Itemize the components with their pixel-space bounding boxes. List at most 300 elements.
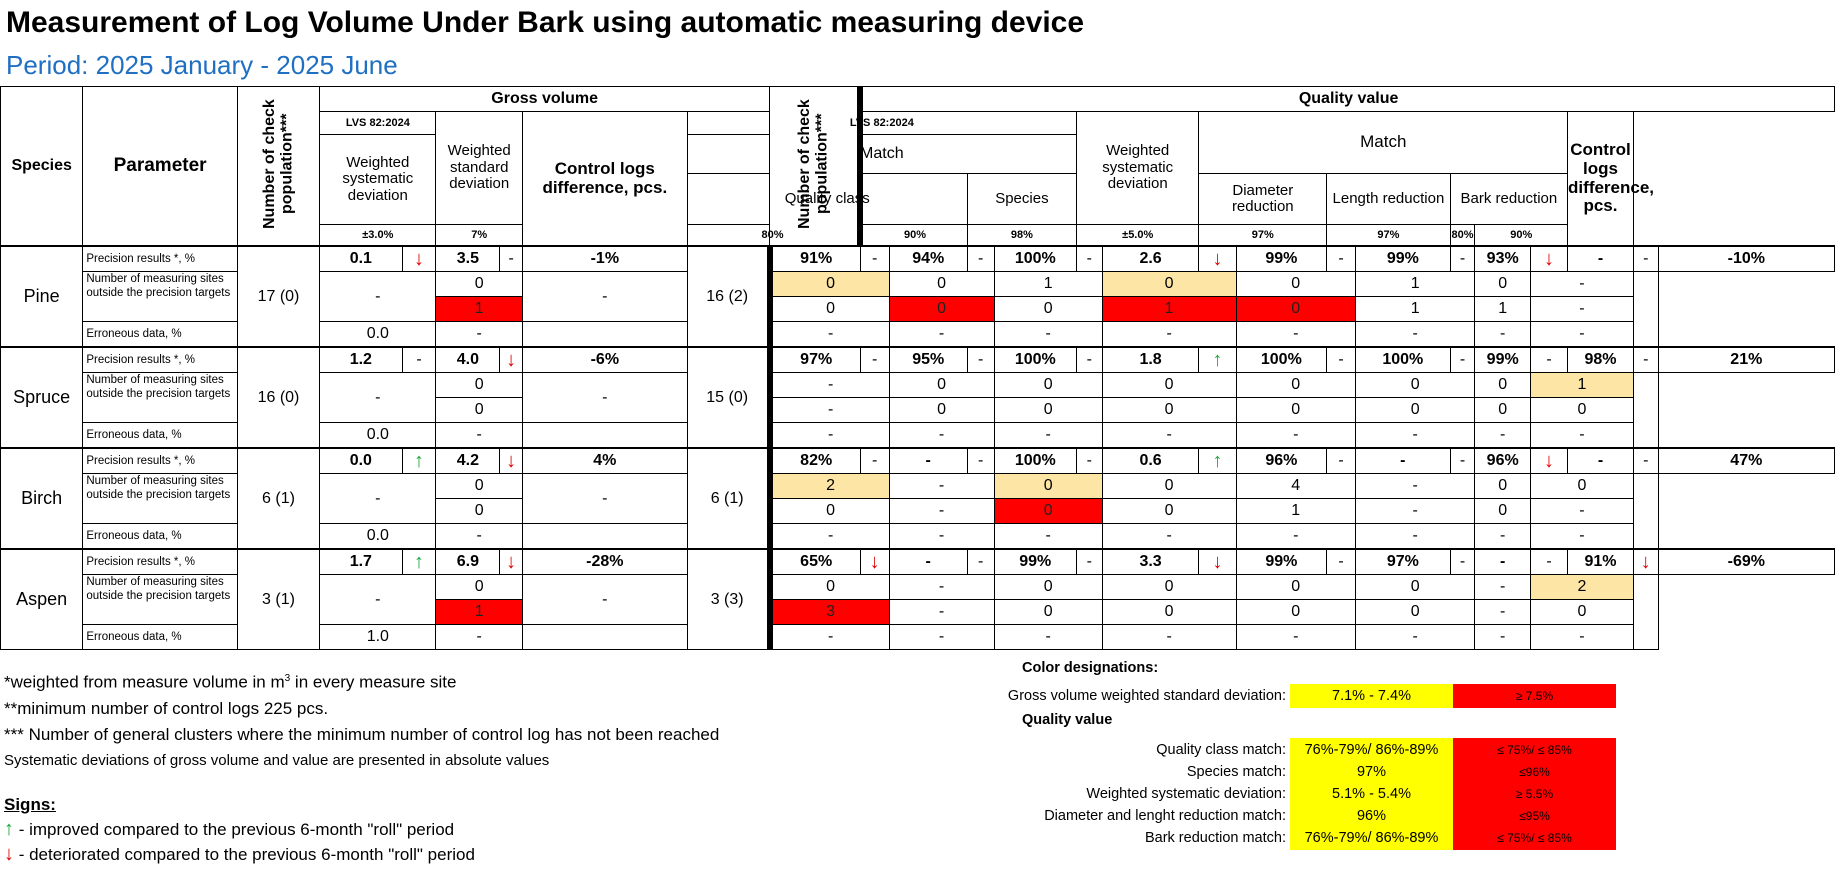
legend-label: Bark reduction match: [1144,830,1286,846]
legend-yellow: 96% [1290,804,1453,828]
report-period: Period: 2025 January - 2025 June [6,50,398,80]
target-qc1: 80% [687,225,860,247]
target-diameter: 97% [1199,225,1327,247]
qv-erroneous: - [994,322,1102,348]
qv-control-logs-header: Control logs difference, pcs. [1568,112,1634,247]
arrow-down-icon: ↓ [4,843,14,865]
precision-value: - [1355,448,1450,474]
legend-yellow: 76%-79%/ 86%-89% [1290,738,1453,762]
arrow-down-icon: ↓ [506,450,517,472]
qv-sites-2: 0 [1102,499,1236,524]
qv-sites-1: 0 [1355,373,1474,398]
precision-value: 96% [1236,448,1327,474]
qv-sites-1: 0 [1102,272,1236,297]
legend-red: ≤ 75%/ ≤ 85% [1453,826,1616,850]
precision-value: 100% [1355,347,1450,373]
precision-value: - [1450,246,1475,272]
gv-check-population-header: Number of check population*** [237,87,319,247]
qv-sites-1: 0 [1102,474,1236,499]
target-gv-std: 7% [436,225,522,247]
qv-sites-2: 3 [770,600,889,625]
bark-reduction-header: Bark reduction [1450,174,1567,225]
precision-value: 0.6 [1102,448,1199,474]
erroneous-control [522,625,687,650]
target-bark2: 90% [1475,225,1568,247]
precision-row [1,246,1835,272]
erroneous-control [522,524,687,550]
qv-sites-1: 4 [1236,474,1355,499]
gv-std-sites-1: 0 [436,474,522,499]
erroneous-value: 0.0 [320,322,436,348]
precision-value: 95% [889,347,967,373]
label-precision: Precision results *, % [83,347,237,373]
precision-value: 1.8 [1102,347,1199,373]
footnote-absolute: Systematic deviations of gross volume and value are presented in absolute values [4,751,550,769]
precision-row [1,549,1835,575]
label-erroneous: Erroneous data, % [83,322,237,348]
precision-value [1199,448,1236,474]
signs-legend [4,792,475,867]
erroneous-value: 0.0 [320,524,436,550]
qv-erroneous: - [1530,625,1633,650]
qv-sites-2: - [889,499,994,524]
precision-value: - [1475,549,1531,575]
gv-std-sites-2: 0 [436,499,522,524]
precision-row [1,448,1835,474]
length-reduction-header: Length reduction [1327,174,1451,225]
qv-sites-2: 0 [1355,398,1474,423]
precision-value: 4% [522,448,687,474]
arrow-down-icon: ↓ [506,551,517,573]
qv-erroneous: - [889,423,994,449]
precision-value: - [1450,347,1475,373]
gv-weighted-systematic-deviation-header: Weighted systematic deviation [320,135,436,225]
precision-value: 82% [770,448,861,474]
qv-sites-1: 0 [994,474,1102,499]
qv-sites-1: - [889,474,994,499]
qv-sites-2: - [1355,499,1474,524]
qv-sites-1: 0 [770,272,889,297]
erroneous-std: - [436,524,522,550]
qv-sites-2: 0 [1475,398,1531,423]
gv-check-population: 3 (1) [237,549,319,650]
precision-value: 94% [889,246,967,272]
legend-quality-row [960,738,1620,762]
qv-control-sites [1633,373,1658,449]
species-name: Spruce [1,347,83,448]
precision-value: - [1568,246,1634,272]
qv-sites-2: - [1475,600,1531,625]
precision-value [500,347,523,373]
gv-wsd-sites: - [320,373,436,423]
gv-std-sites-2: 1 [436,297,522,322]
qv-sites-1: - [1530,272,1633,297]
precision-value: 97% [1355,549,1450,575]
precision-value: - [1076,347,1102,373]
qv-erroneous: - [889,322,994,348]
precision-value: - [860,246,889,272]
precision-value: - [1450,549,1475,575]
qv-check-population: 15 (0) [687,347,769,448]
qv-sites-1: 0 [1475,272,1531,297]
qv-erroneous: - [1236,625,1355,650]
legend-red: ≥ 5.5% [1453,782,1616,806]
precision-value: -28% [522,549,687,575]
precision-value: 4.0 [436,347,500,373]
label-precision: Precision results *, % [83,549,237,575]
erroneous-std: - [436,625,522,650]
gv-control-sites: - [522,272,687,322]
gv-std-sites-2: 1 [436,600,522,625]
legend-gross-row [960,684,1620,708]
qv-sites-2: 0 [1102,600,1236,625]
qv-sites-1: 0 [1236,373,1355,398]
qv-sites-1: 0 [1530,474,1633,499]
qv-erroneous: - [1102,423,1236,449]
qv-sites-2: 1 [1102,297,1236,322]
gv-check-population: 17 (0) [237,246,319,347]
precision-value: 1.7 [320,549,402,575]
qv-sites-2: 0 [1475,499,1531,524]
target-gv-wsd: ±3.0% [320,225,436,247]
quality-value-header: Quality value [860,87,1834,112]
precision-value: 99% [1236,549,1327,575]
qv-sites-1: 0 [1475,373,1531,398]
legend-label: Gross volume weighted standard deviation: [1007,688,1286,704]
erroneous-std: - [436,423,522,449]
legend-yellow: 97% [1290,760,1453,784]
label-sites-outside: Number of measuring sites outside the precision targets [83,575,237,625]
precision-value [1530,448,1567,474]
legend-label: Diameter and lenght reduction match: [1044,808,1286,824]
precision-value: 97% [770,347,861,373]
precision-value: 91% [1568,549,1634,575]
legend-yellow: 5.1% - 5.4% [1290,782,1453,806]
qv-sites-1: 0 [889,272,994,297]
qv-erroneous: - [1475,322,1531,348]
arrow-down-icon: ↓ [1640,551,1651,573]
legend-red: ≥ 7.5% [1453,684,1616,708]
precision-value: - [1568,448,1634,474]
precision-value: - [1327,448,1356,474]
species-name: Birch [1,448,83,549]
qv-erroneous: - [1236,423,1355,449]
qv-sites-1: 0 [1102,575,1236,600]
species-name: Aspen [1,549,83,650]
arrow-up-icon: ↑ [414,551,424,573]
label-erroneous: Erroneous data, % [83,423,237,449]
arrow-up-icon: ↑ [414,450,424,472]
legend-label: Quality class match: [1156,742,1286,758]
qv-check-population-header: Number of check population*** [770,87,861,247]
qv-sites-2: 0 [770,499,889,524]
label-sites-outside: Number of measuring sites outside the precision targets [83,373,237,423]
qv-sites-1: 2 [1530,575,1633,600]
gv-lvs-header: LVS 82:2024 [320,112,436,135]
control-logs-difference: 21% [1658,347,1834,373]
report-title: Measurement of Log Volume Under Bark using automatic measuring device [6,6,1085,39]
precision-value: - [1450,448,1475,474]
target-bark1: 80% [1450,225,1475,247]
gv-wsd-sites: - [320,272,436,322]
precision-value [402,549,436,575]
precision-value: - [402,347,436,373]
qv-sites-1: 0 [994,373,1102,398]
precision-value: - [1076,246,1102,272]
precision-value [1199,246,1236,272]
qv-sites-2: 0 [1236,297,1355,322]
arrow-down-icon: ↓ [1212,551,1223,573]
qv-sites-2: 0 [889,398,994,423]
precision-value: 100% [994,347,1076,373]
qv-sites-1: 1 [1530,373,1633,398]
qv-sites-2: 0 [1236,398,1355,423]
qv-check-population: 16 (2) [687,246,769,347]
qv-erroneous: - [1475,625,1531,650]
gv-control-sites: - [522,575,687,625]
qv-check-population: 6 (1) [687,448,769,549]
erroneous-value: 1.0 [320,625,436,650]
qv-sites-2: 0 [994,600,1102,625]
qv-erroneous: - [889,524,994,550]
qv-sites-2: 0 [1236,600,1355,625]
qv-sites-2: - [1530,297,1633,322]
legend-quality-row [960,782,1620,806]
precision-value: - [1530,347,1567,373]
precision-value: 98% [1568,347,1634,373]
precision-value: 2.6 [1102,246,1199,272]
qv-sites-2: 1 [1475,297,1531,322]
label-precision: Precision results *, % [83,448,237,474]
qv-sites-1: 0 [1236,575,1355,600]
qv-match-header-left: Match [687,135,1076,174]
precision-value: - [1633,347,1658,373]
gv-control-sites: - [522,373,687,423]
precision-value [1199,549,1236,575]
arrow-down-icon: ↓ [506,349,517,371]
precision-value: 93% [1475,246,1531,272]
quality-class-header: Quality class [687,174,967,225]
precision-row [1,347,1835,373]
precision-value: -6% [522,347,687,373]
gv-std-sites-2: 0 [436,398,522,423]
erroneous-value: 0.0 [320,423,436,449]
arrow-up-icon: ↑ [1212,450,1223,472]
control-logs-difference: 47% [1658,448,1834,474]
parameter-header: Parameter [83,87,237,247]
precision-value: - [1327,246,1356,272]
qv-sites-2: 0 [994,297,1102,322]
precision-value: 4.2 [436,448,500,474]
qv-sites-1: - [770,373,889,398]
species-match-header: Species [967,174,1076,225]
label-sites-outside: Number of measuring sites outside the precision targets [83,272,237,322]
qv-erroneous: - [994,625,1102,650]
qv-sites-2: 0 [1530,600,1633,625]
qv-sites-1: 0 [994,575,1102,600]
gv-weighted-standard-deviation-header: Weighted standard deviation [436,112,522,225]
legend-quality-heading: Quality value [1022,712,1113,728]
legend-label: Weighted systematic deviation: [1086,786,1286,802]
arrow-up-icon: ↑ [1212,349,1223,371]
footnotes [4,666,719,774]
arrow-down-icon: ↓ [1544,248,1555,270]
signs-heading: Signs: [4,795,56,814]
qv-erroneous: - [1102,625,1236,650]
gv-control-sites: - [522,474,687,524]
precision-value: - [967,246,994,272]
legend-red: ≤96% [1453,760,1616,784]
qv-erroneous: - [770,322,889,348]
qv-sites-2: 0 [889,297,994,322]
precision-value: 100% [1236,347,1327,373]
measurement-table [0,86,1835,650]
erroneous-control [522,322,687,348]
target-length: 97% [1327,225,1451,247]
precision-value: - [860,347,889,373]
target-species: 98% [967,225,1076,247]
qv-sites-1: 0 [889,373,994,398]
precision-value: 96% [1475,448,1531,474]
qv-sites-1: 0 [1355,575,1474,600]
qv-sites-1: 0 [1102,373,1236,398]
qv-sites-1: 0 [1236,272,1355,297]
arrow-down-icon: ↓ [414,248,424,270]
qv-sites-1: 1 [994,272,1102,297]
qv-sites-2: 1 [1236,499,1355,524]
precision-value [500,448,523,474]
qv-erroneous: - [1355,423,1474,449]
qv-erroneous: - [1102,322,1236,348]
precision-value: -1% [522,246,687,272]
qv-erroneous: - [889,625,994,650]
qv-sites-2: 0 [1102,398,1236,423]
target-qv-wsd: ±5.0% [1076,225,1199,247]
qv-control-sites [1633,474,1658,550]
qv-sites-2: 0 [1355,600,1474,625]
precision-value: 99% [1475,347,1531,373]
precision-value: - [1633,448,1658,474]
qv-sites-2: 0 [994,398,1102,423]
legend-red: ≤ 75%/ ≤ 85% [1453,738,1616,762]
qv-sites-2: 0 [1530,398,1633,423]
qv-erroneous: - [1236,322,1355,348]
precision-value: 99% [1236,246,1327,272]
precision-value [402,246,436,272]
qv-sites-1: - [1355,474,1474,499]
precision-value: 3.3 [1102,549,1199,575]
gv-check-population: 16 (0) [237,347,319,448]
precision-value: 1.2 [320,347,402,373]
precision-value: - [889,448,967,474]
precision-value [402,448,436,474]
erroneous-std: - [436,322,522,348]
diameter-reduction-header: Diameter reduction [1199,174,1327,225]
qv-erroneous: - [1355,322,1474,348]
legend-quality-row [960,826,1620,850]
precision-value: 99% [1355,246,1450,272]
gross-volume-header: Gross volume [320,87,770,112]
species-header: Species [1,87,83,247]
qv-sites-2: - [770,398,889,423]
qv-sites-1: 0 [1475,474,1531,499]
legend-quality-row [960,760,1620,784]
qv-sites-1: 1 [1355,272,1474,297]
qv-sites-1: - [1475,575,1531,600]
gv-wsd-sites: - [320,575,436,625]
qv-erroneous: - [1475,423,1531,449]
legend-yellow: 76%-79%/ 86%-89% [1290,826,1453,850]
precision-value: 0.1 [320,246,402,272]
precision-value: - [1633,246,1658,272]
qv-check-population: 3 (3) [687,549,769,650]
precision-value: 65% [770,549,861,575]
precision-value [1199,347,1236,373]
precision-value: 0.0 [320,448,402,474]
qv-erroneous: - [770,524,889,550]
target-qc2: 90% [860,225,967,247]
arrow-up-icon: ↑ [4,818,14,840]
qv-erroneous: - [1475,524,1531,550]
legend-red: ≤95% [1453,804,1616,828]
color-legend-heading: Color designations: [1022,660,1159,676]
precision-value [860,549,889,575]
legend-quality-row [960,804,1620,828]
precision-value: 91% [770,246,861,272]
precision-value [1633,549,1658,575]
label-erroneous: Erroneous data, % [83,625,237,650]
arrow-down-icon: ↓ [1544,450,1555,472]
qv-lvs-header: LVS 82:2024 [687,112,1076,135]
legend-label: Species match: [1186,764,1286,780]
footnote-min-control-logs: **minimum number of control logs 225 pcs. [4,698,329,718]
legend-yellow: 7.1% - 7.4% [1290,684,1453,708]
qv-weighted-systematic-deviation-header: Weighted systematic deviation [1076,112,1199,225]
precision-value: 99% [994,549,1076,575]
qv-erroneous: - [770,423,889,449]
qv-erroneous: - [1102,524,1236,550]
erroneous-control [522,423,687,449]
gv-std-sites-1: 0 [436,575,522,600]
qv-erroneous: - [1355,625,1474,650]
precision-value: - [500,246,523,272]
qv-sites-2: - [1530,499,1633,524]
sign-deteriorated: ↓ - deteriorated compared to the previous 6-month "roll" period [4,843,475,865]
precision-value: - [1327,549,1356,575]
qv-match-header-right: Match [1199,112,1568,174]
precision-value: - [1076,549,1102,575]
qv-erroneous: - [1236,524,1355,550]
footnote-clusters: *** Number of general clusters where the minimum number of control log has not been reached [4,724,720,744]
gv-check-population: 6 (1) [237,448,319,549]
qv-control-sites [1633,272,1658,348]
precision-value: - [860,448,889,474]
qv-erroneous: - [1530,322,1633,348]
qv-erroneous: - [1530,423,1633,449]
precision-value: - [1327,347,1356,373]
footnote-weighted: *weighted from measure volume in $m^3$ in every measure site [4,672,457,692]
qv-sites-2: 0 [994,499,1102,524]
precision-value: 6.9 [436,549,500,575]
arrow-down-icon: ↓ [869,551,880,573]
gv-control-logs-header: Control logs difference, pcs. [522,112,687,247]
species-name: Pine [1,246,83,347]
precision-value: - [967,448,994,474]
precision-value: - [1530,549,1567,575]
precision-value: - [889,549,967,575]
gv-std-sites-1: 0 [436,373,522,398]
precision-value: 3.5 [436,246,500,272]
